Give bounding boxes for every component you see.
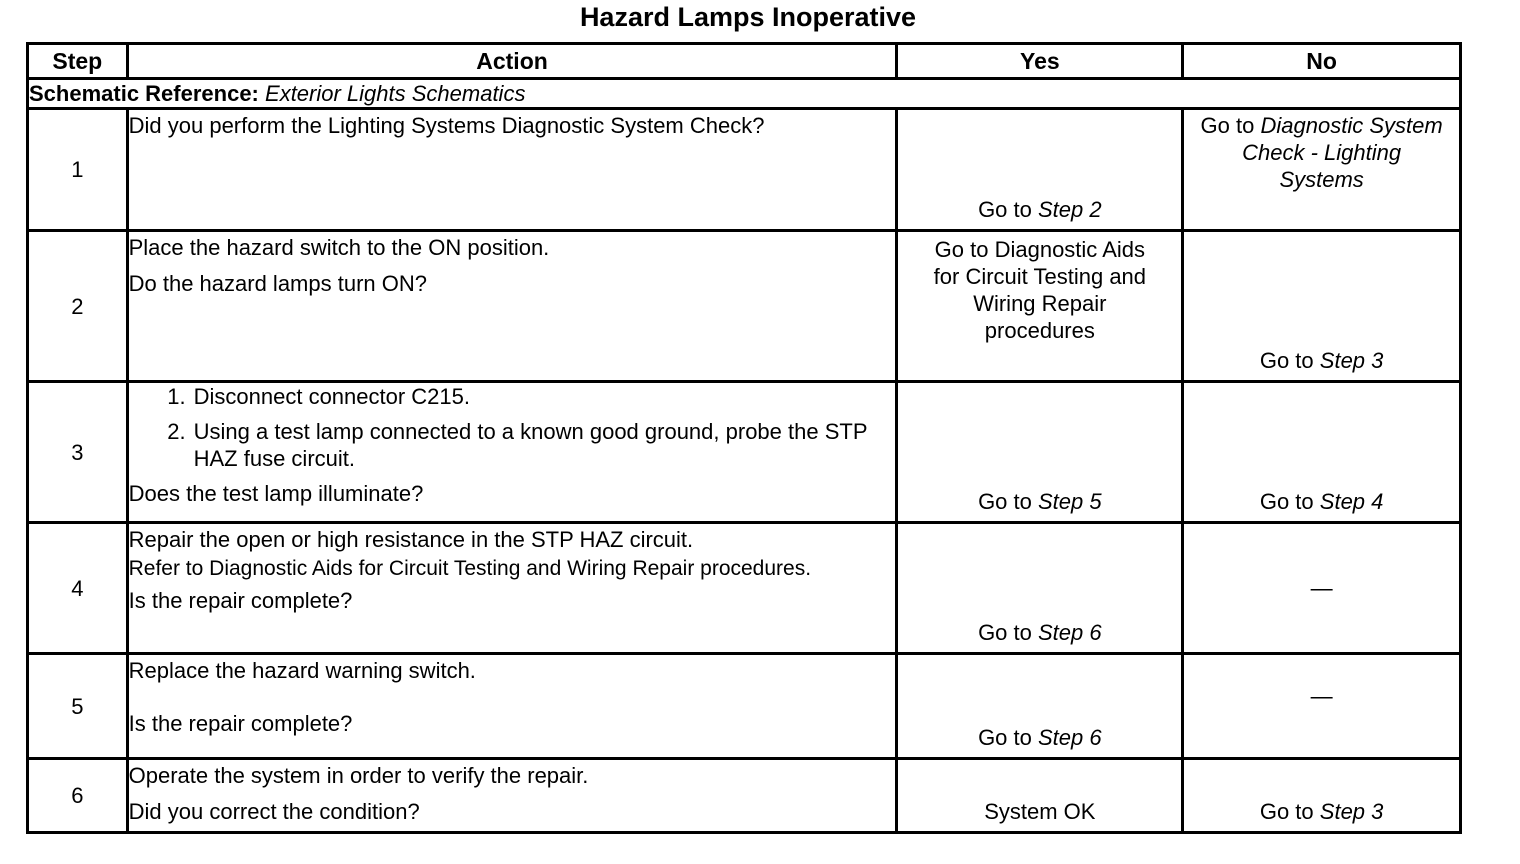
yes-cell <box>897 759 1183 833</box>
action-question: Did you correct the condition? <box>128 799 420 824</box>
header-action: Action <box>127 44 897 79</box>
action-text: Did you perform the Lighting Systems Diagnostic System Check? <box>128 113 765 138</box>
action-question: Do the hazard lamps turn ON? <box>128 271 427 296</box>
table-row <box>28 231 1461 382</box>
action-text: Repair the open or high resistance in the STP HAZ circuit. <box>128 527 694 552</box>
no-cell <box>1183 654 1461 759</box>
yes-cell <box>897 523 1183 654</box>
action-cell <box>127 109 897 231</box>
no-dash: — <box>1310 683 1333 709</box>
no-cell <box>1183 759 1461 833</box>
action-cell <box>127 231 897 382</box>
yes-link[interactable]: Step 6 <box>1038 725 1102 750</box>
action-question: Is the repair complete? <box>128 711 353 736</box>
no-cell <box>1183 523 1461 654</box>
action-list <box>129 383 896 472</box>
yes-cell <box>897 654 1183 759</box>
go-to-label: Go to <box>1200 113 1255 138</box>
step-number: 5 <box>28 654 128 759</box>
yes-link[interactable]: Step 5 <box>1038 489 1102 514</box>
header-row <box>28 44 1461 79</box>
no-cell <box>1183 231 1461 382</box>
step-number: 3 <box>28 382 128 523</box>
table-row <box>28 759 1461 833</box>
go-to-label: Go to <box>1259 489 1314 514</box>
no-cell <box>1183 109 1461 231</box>
header-step: Step <box>28 44 128 79</box>
action-cell <box>127 759 897 833</box>
yes-link[interactable]: Step 2 <box>1038 197 1102 222</box>
yes-cell <box>897 231 1183 382</box>
table-row <box>28 654 1461 759</box>
header-yes: Yes <box>897 44 1183 79</box>
header-no: No <box>1183 44 1461 79</box>
diagnostic-table <box>26 42 1462 834</box>
go-to-label: Go to <box>1259 348 1314 373</box>
go-to-label: Go to <box>978 725 1032 750</box>
schematic-reference-label: Schematic Reference: <box>29 81 259 106</box>
table-row <box>28 109 1461 231</box>
schematic-reference-link[interactable]: Exterior Lights Schematics <box>265 81 526 106</box>
no-dash: — <box>1310 575 1333 601</box>
action-text: Replace the hazard warning switch. <box>128 658 476 683</box>
go-to-label: Go to <box>978 620 1032 645</box>
go-to-label: Go to <box>978 489 1032 514</box>
action-text: Operate the system in order to verify the repair. <box>128 763 589 788</box>
action-cell <box>127 382 897 523</box>
yes-cell <box>897 109 1183 231</box>
step-number: 2 <box>28 231 128 382</box>
step-number: 1 <box>28 109 128 231</box>
schematic-reference <box>28 79 1461 109</box>
yes-link[interactable]: Go to Diagnostic Aids for Circuit Testing and Wiring Repair procedures <box>933 237 1147 343</box>
action-text: Place the hazard switch to the ON position. <box>128 235 550 260</box>
step-number: 6 <box>28 759 128 833</box>
list-item: 2. Using a test lamp connected to a known good ground, probe the STP HAZ fuse circuit. <box>167 419 868 471</box>
no-cell <box>1183 382 1461 523</box>
action-note: Refer to Diagnostic Aids for Circuit Testing and Wiring Repair procedures. <box>128 557 812 580</box>
yes-result: System OK <box>984 799 1096 824</box>
no-link[interactable]: Diagnostic System Check - Lighting Systems <box>1242 113 1443 192</box>
yes-link[interactable]: Step 6 <box>1038 620 1102 645</box>
action-question: Does the test lamp illuminate? <box>128 481 424 506</box>
list-item: 1. Disconnect connector C215. <box>167 384 470 409</box>
table-row <box>28 382 1461 523</box>
table-row <box>28 523 1461 654</box>
action-cell <box>127 523 897 654</box>
page-title: Hazard Lamps Inoperative <box>579 2 917 32</box>
go-to-label: Go to <box>1259 799 1314 824</box>
step-number: 4 <box>28 523 128 654</box>
no-link[interactable]: Step 3 <box>1319 348 1384 373</box>
action-cell <box>127 654 897 759</box>
schematic-reference-row <box>28 79 1461 109</box>
go-to-label: Go to <box>978 197 1032 222</box>
no-link[interactable]: Step 4 <box>1319 489 1384 514</box>
no-link[interactable]: Step 3 <box>1319 799 1384 824</box>
action-question: Is the repair complete? <box>128 588 353 613</box>
yes-cell <box>897 382 1183 523</box>
